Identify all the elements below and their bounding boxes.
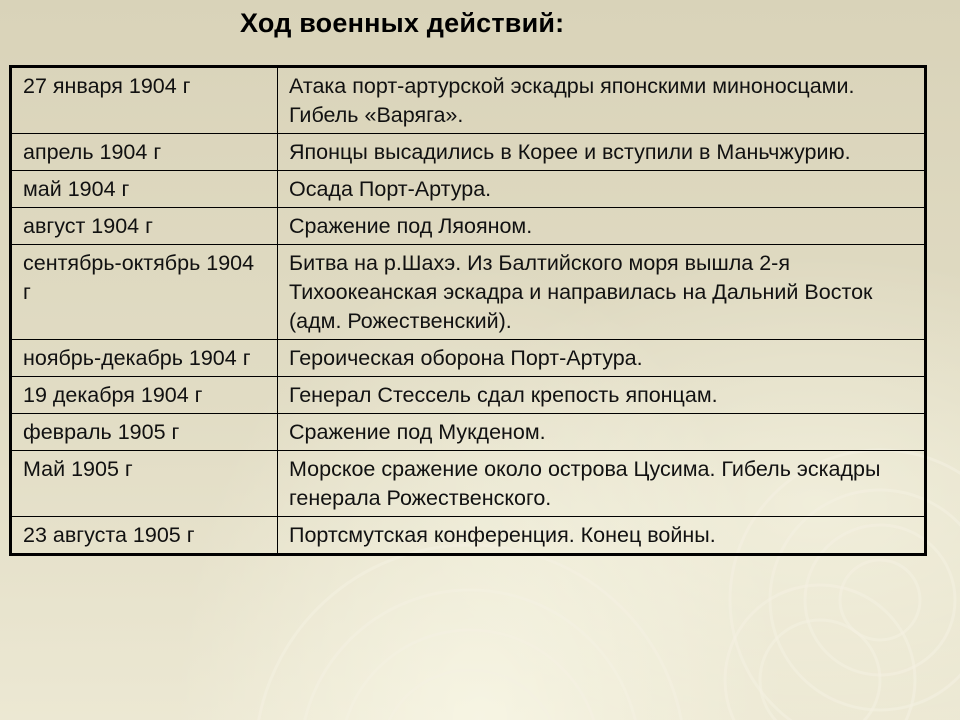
timeline-table [9, 65, 927, 556]
event-cell: Морское сражение около острова Цусима. Гибель эскадры генерала Рожественского. [278, 451, 926, 517]
event-cell: Японцы высадились в Корее и вступили в Маньчжурию. [278, 134, 926, 171]
slide-title: Ход военных действий: [240, 8, 565, 38]
event-cell: Осада Порт-Артура. [278, 171, 926, 208]
event-cell: Генерал Стессель сдал крепость японцам. [278, 377, 926, 414]
date-cell: август 1904 г [11, 208, 278, 245]
table-row [11, 208, 926, 245]
table-row [11, 245, 926, 340]
date-cell: февраль 1905 г [11, 414, 278, 451]
event-cell: Портсмутская конференция. Конец войны. [278, 517, 926, 555]
table-row [11, 377, 926, 414]
table-row [11, 517, 926, 555]
date-cell: 19 декабря 1904 г [11, 377, 278, 414]
table-row [11, 134, 926, 171]
event-cell: Битва на р.Шахэ. Из Балтийского моря вышла 2-я Тихоокеанская эскадра и направилась на Дальний Восток (адм. Рожественский). [278, 245, 926, 340]
table-row [11, 171, 926, 208]
date-cell: май 1904 г [11, 171, 278, 208]
table-row [11, 340, 926, 377]
table-row [11, 451, 926, 517]
date-cell: ноябрь-декабрь 1904 г [11, 340, 278, 377]
event-cell: Сражение под Ляояном. [278, 208, 926, 245]
date-cell: 23 августа 1905 г [11, 517, 278, 555]
date-cell: 27 января 1904 г [11, 67, 278, 134]
date-cell: Май 1905 г [11, 451, 278, 517]
date-cell: сентябрь-октябрь 1904 г [11, 245, 278, 340]
date-cell: апрель 1904 г [11, 134, 278, 171]
event-cell: Героическая оборона Порт-Артура. [278, 340, 926, 377]
event-cell: Атака порт-артурской эскадры японскими миноносцами. Гибель «Варяга». [278, 67, 926, 134]
table-row [11, 67, 926, 134]
table-row [11, 414, 926, 451]
event-cell: Сражение под Мукденом. [278, 414, 926, 451]
